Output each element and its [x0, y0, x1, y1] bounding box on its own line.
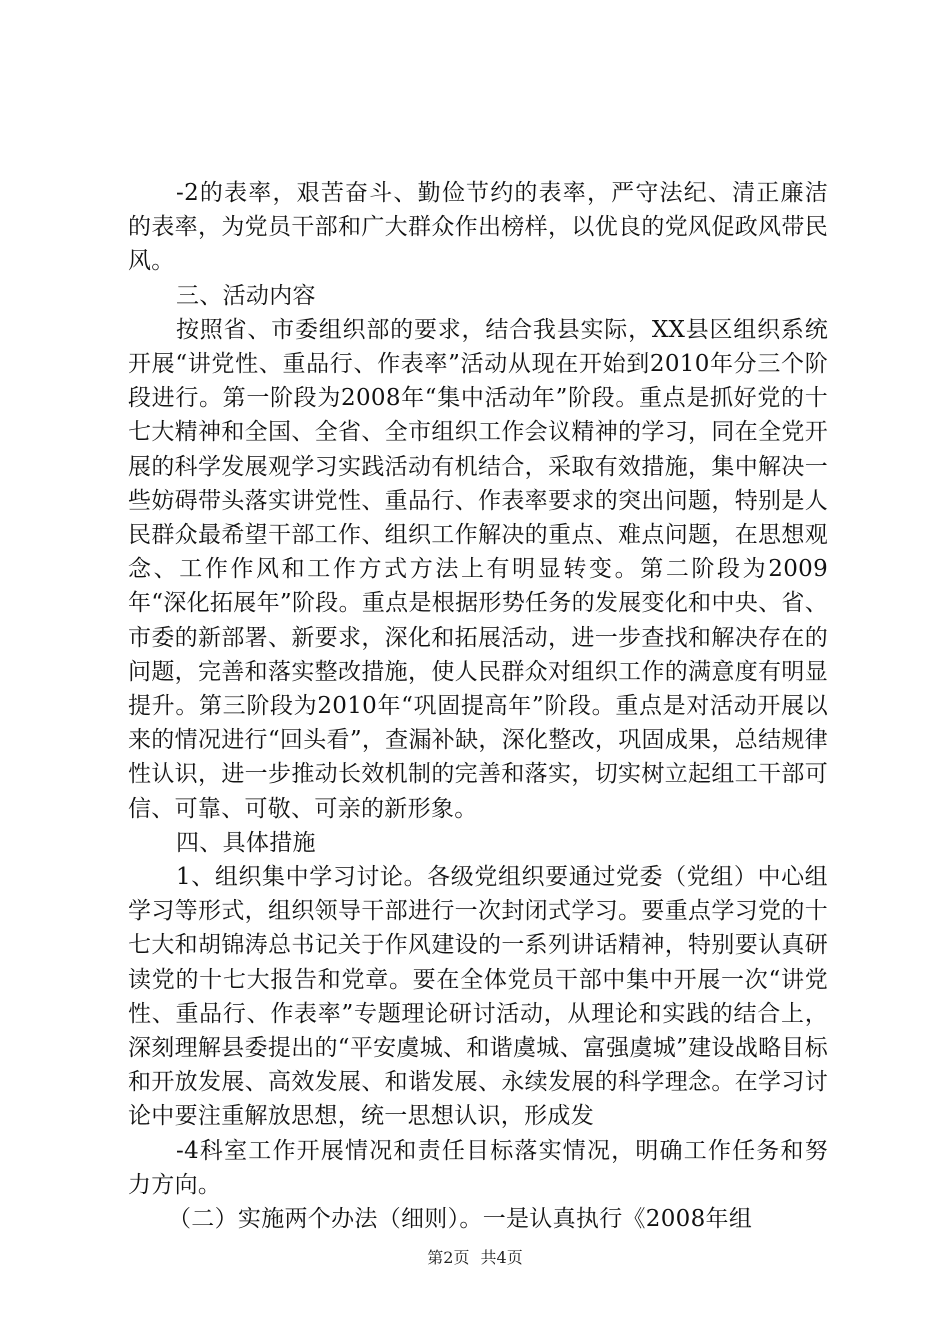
paragraph-fragment-4: -4科室工作开展情况和责任目标落实情况，明确工作任务和努力方向。: [128, 1137, 828, 1198]
paragraph-measure-1: 1、组织集中学习讨论。各级党组织要通过党委（党组）中心组学习等形式，组织领导干部进行一次封闭式学习。要重点学习党的十七大和胡锦涛总书记关于作风建设的一系列讲话精神，特别要认真研读党的十七大报告和党章。要在全体党员干部中集中开展一次“讲党性、重品行、作表率”专题理论研讨活动，从理论和实践的结合上，深刻理解县委提出的“平安虞城、和谐虞城、富强虞城”建设战略目标和开放发展、高效发展、和谐发展、永续发展的科学理念。在学习讨论中要注重解放思想，统一思想认识，形成发: [128, 864, 828, 1130]
page-footer: [0, 1245, 950, 1268]
paragraph-activity-content: 按照省、市委组织部的要求，结合我县实际，XX县区组织系统开展“讲党性、重品行、作表率”活动从现在开始到2010年分三个阶段进行。第一阶段为2008年“集中活动年”阶段。重点是抓好党的十七大精神和全国、全省、全市组织工作会议精神的学习，同在全党开展的科学发展观学习实践活动有机结合，采取有效措施，集中解决一些妨碍带头落实讲党性、重品行、作表率要求的突出问题，特别是人民群众最希望干部工作、组织工作解决的重点、难点问题，在思想观念、工作作风和工作方式方法上有明显转变。第二阶段为2009年“深化拓展年”阶段。重点是根据形势任务的发展变化和中央、省、市委的新部署、新要求，深化和拓展活动，进一步查找和解决存在的问题，完善和落实整改措施，使人民群众对组织工作的满意度有明显提升。第三阶段为2010年“巩固提高年”阶段。重点是对活动开展以来的情况进行“回头看”，查漏补缺，深化整改，巩固成果，总结规律性认识，进一步推动长效机制的完善和落实，切实树立起组工干部可信、可靠、可敬、可亲的新形象。: [128, 316, 828, 822]
document-body: [128, 176, 828, 1236]
section-heading-activity-content: 三、活动内容: [176, 282, 316, 309]
page-total: 共4页: [480, 1248, 523, 1267]
paragraph-subsection-2: （二）实施两个办法（细则）。一是认真执行《2008年组: [168, 1206, 753, 1233]
paragraph-continuation: -2的表率，艰苦奋斗、勤俭节约的表率，严守法纪、清正廉洁的表率，为党员干部和广大群众作出榜样，以优良的党风促政风带民风。: [128, 180, 828, 275]
section-heading-specific-measures: 四、具体措施: [176, 829, 316, 856]
page-number: 第2页: [427, 1248, 470, 1267]
